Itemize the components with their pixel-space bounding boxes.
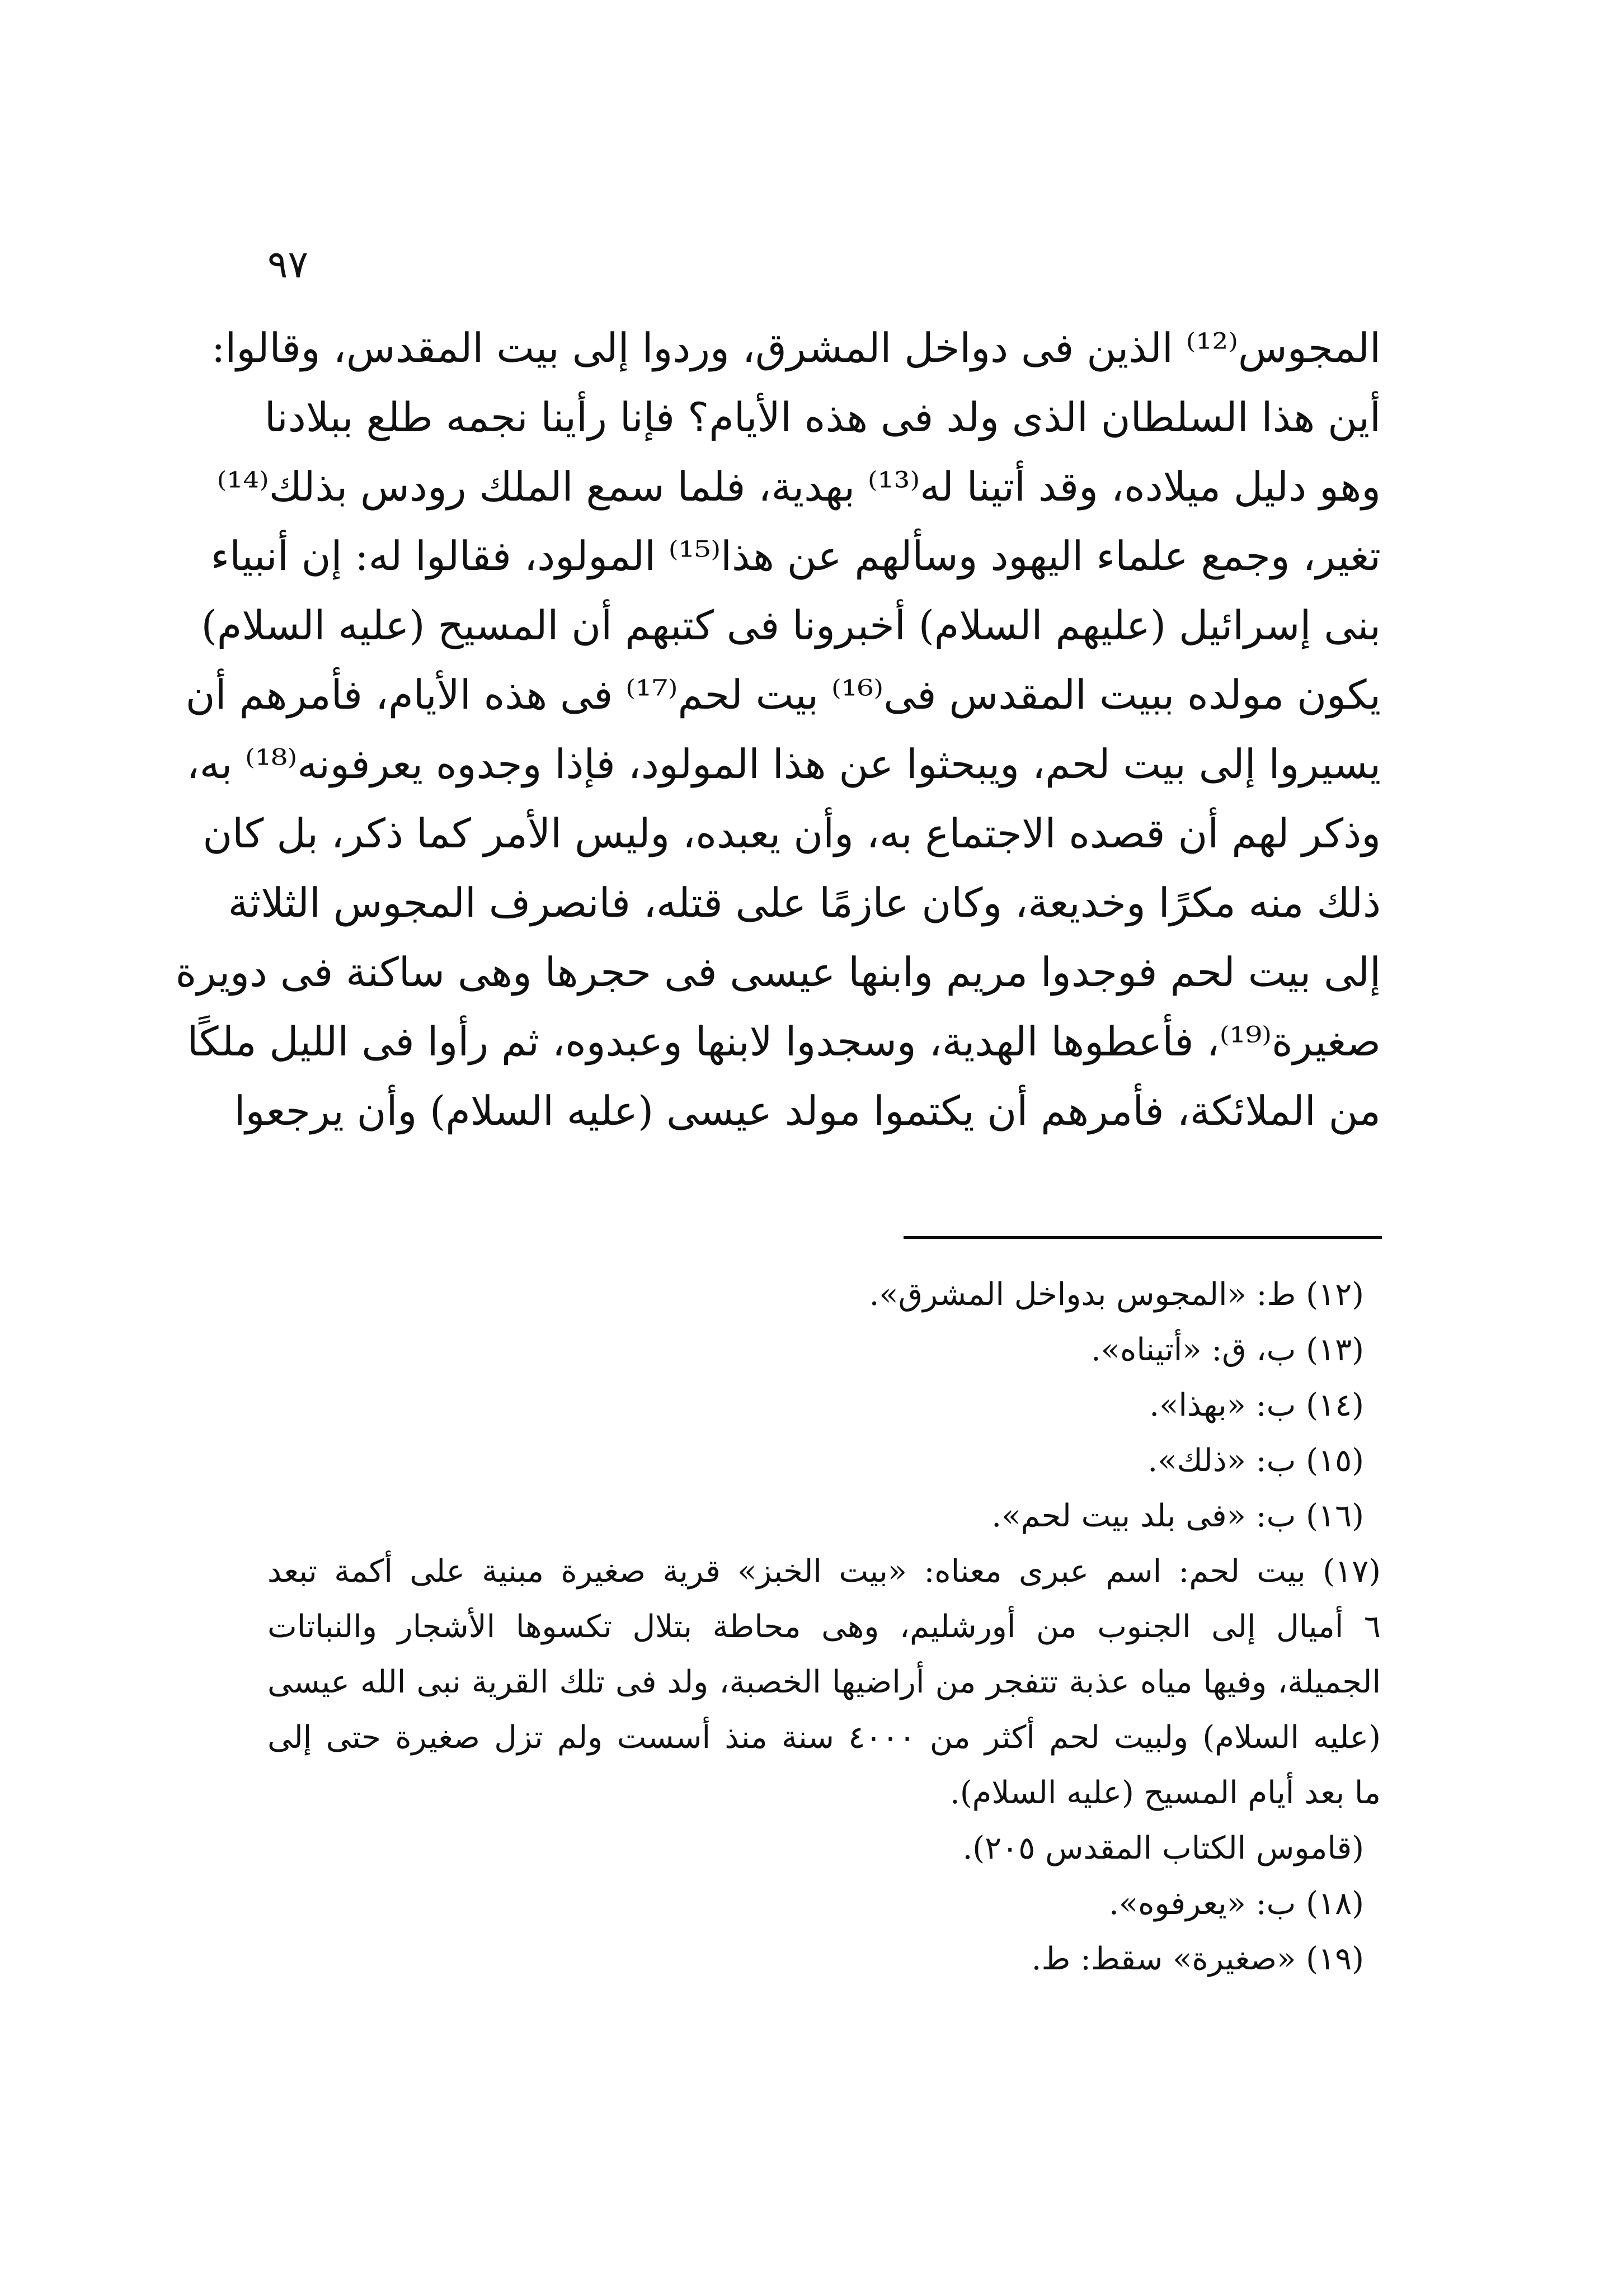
- footnote-17-line: الجميلة، وفيها مياه عذبة تتفجر من أراضيها الخصبة، ولد فى تلك القرية نبى الله عيسى: [267, 1664, 1381, 1700]
- footnote: (١٢) ط: «المجوس بدواخل المشرق».: [869, 1276, 1364, 1313]
- body-line: وهو دليل ميلاده، وقد أتينا له⁽¹³⁾ بهدية، فلما سمع الملك رودس بذلك⁽¹⁴⁾: [217, 463, 1381, 510]
- body-line: يكون مولده ببيت المقدس فى⁽¹⁶⁾ بيت لحم⁽¹⁷⁾ فى هذه الأيام، فأمرهم أن: [185, 671, 1381, 718]
- body-line: أين هذا السلطان الذى ولد فى هذه الأيام؟ فإنا رأينا نجمه طلع ببلادنا: [264, 394, 1381, 441]
- body-line: المجوس⁽¹²⁾ الذين فى دواخل المشرق، وردوا إلى بيت المقدس، وقالوا:: [211, 324, 1381, 371]
- page-number: ٩٧: [267, 243, 309, 287]
- footnote: (١٣) ب، ق: «أتيناه».: [1090, 1332, 1364, 1368]
- main-text: [175, 313, 1381, 1145]
- body-line: وذكر لهم أن قصده الاجتماع به، وأن يعبده، وليس الأمر كما ذكر، بل كان: [203, 810, 1381, 857]
- footnote-17-line: ٦ أميال إلى الجنوب من أورشليم، وهى محاطة بتلال تكسوها الأشجار والنباتات: [267, 1609, 1381, 1645]
- footnote: (١٩) «صغيرة» سقط: ط.: [1031, 1941, 1364, 1977]
- body-line: بنى إسرائيل (عليهم السلام) أخبرونا فى كتبهم أن المسيح (عليه السلام): [201, 602, 1381, 649]
- footnotes-section: [267, 1267, 1381, 1987]
- footnote: (١٦) ب: «فى بلد بيت لحم».: [991, 1498, 1364, 1534]
- footnote: (١٨) ب: «يعرفوه».: [1109, 1885, 1364, 1922]
- footnote-17-line: (١٧) بيت لحم: اسم عبرى معناه: «بيت الخبز» قرية صغيرة مبنية على أكمة تبعد: [267, 1553, 1381, 1590]
- body-line: صغيرة⁽¹⁹⁾، فأعطوها الهدية، وسجدوا لابنها وعبدوه، ثم رأوا فى الليل ملكًا: [187, 1018, 1381, 1065]
- footnote-separator-rule: [904, 1236, 1382, 1239]
- body-line: إلى بيت لحم فوجدوا مريم وابنها عيسى فى حجرها وهى ساكنة فى دويرة: [175, 949, 1381, 996]
- body-line: يسيروا إلى بيت لحم، ويبحثوا عن هذا المولود، فإذا وجدوه يعرفونه⁽¹⁸⁾ به،: [186, 741, 1381, 788]
- body-line: من الملائكة، فأمرهم أن يكتموا مولد عيسى (عليه السلام) وأن يرجعوا: [234, 1087, 1381, 1134]
- footnote-17-line: ما بعد أيام المسيح (عليه السلام).: [950, 1775, 1381, 1811]
- body-line: تغير، وجمع علماء اليهود وسألهم عن هذا⁽¹⁵⁾ المولود، فقالوا له: إن أنبياء: [210, 532, 1381, 579]
- body-line: ذلك منه مكرًا وخديعة، وكان عازمًا على قتله، فانصرف المجوس الثلاثة: [228, 879, 1381, 926]
- footnote-17-line: (عليه السلام) ولبيت لحم أكثر من ٤٠٠٠ سنة منذ أسست ولم تزل صغيرة حتى إلى: [267, 1719, 1381, 1756]
- footnote: (١٤) ب: «بهذا».: [1149, 1387, 1364, 1423]
- footnote-17-source: (قاموس الكتاب المقدس ٢٠٥).: [962, 1830, 1364, 1866]
- footnote: (١٥) ب: «ذلك».: [1147, 1442, 1364, 1479]
